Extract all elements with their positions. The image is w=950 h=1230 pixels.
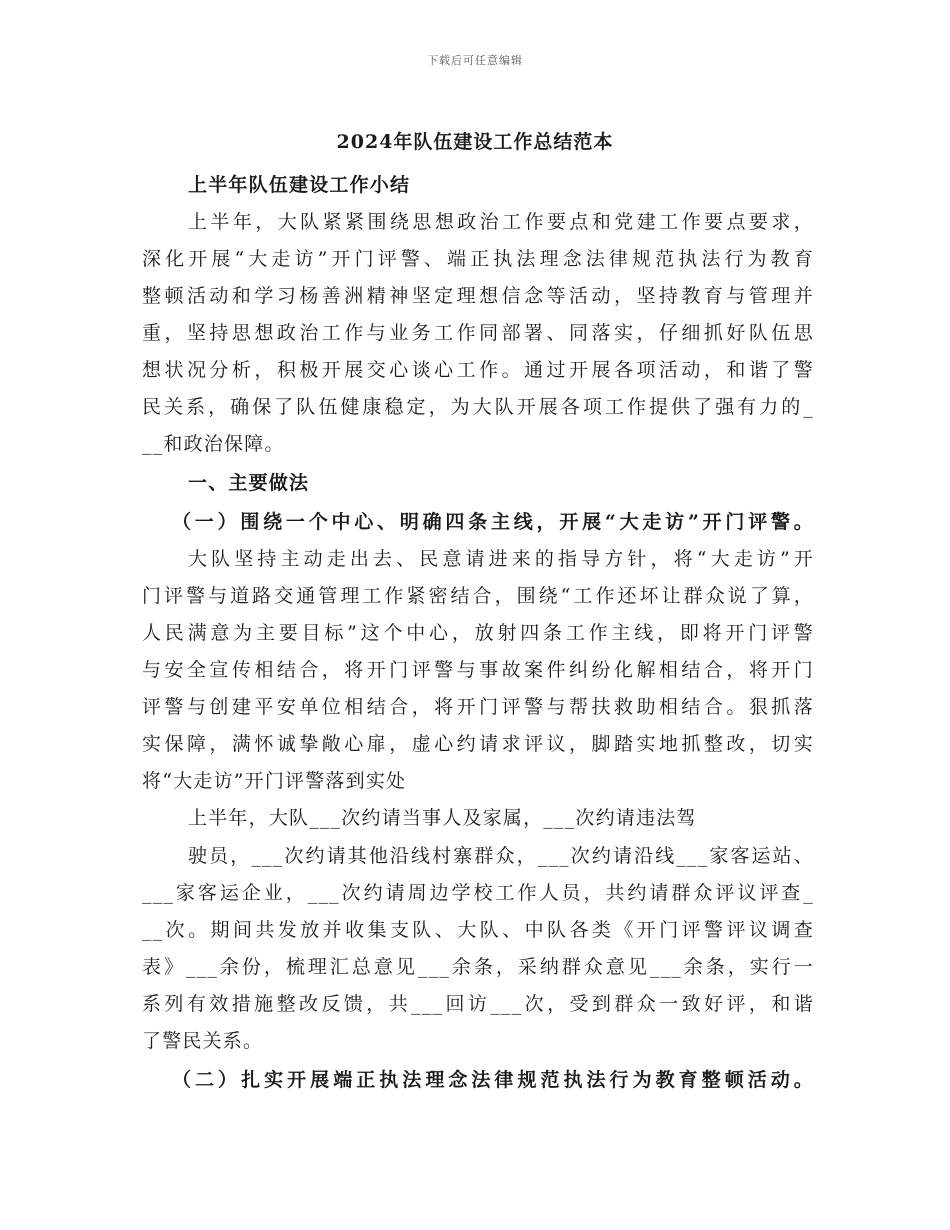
section-subtitle: 上半年队伍建设工作小结 — [188, 174, 411, 196]
paragraph-line: 门评警与道路交通管理工作紧密结合，围绕“工作还坏让群众说了算， — [142, 585, 814, 607]
paragraph-line: 驶员，___次约请其他沿线村寨群众，___次约请沿线___家客运站、 — [188, 845, 814, 867]
paragraph-line: 人民满意为主要目标”这个中心，放射四条工作主线，即将开门评警 — [142, 622, 814, 644]
subsection-heading: （一）围绕一个中心、明确四条主线，开展“大走访”开门评警。 — [172, 511, 814, 533]
paragraph-line: 上半年，大队___次约请当事人及家属，___次约请违法驾 — [188, 807, 697, 829]
paragraph-line: 深化开展“大走访”开门评警、端正执法理念法律规范执法行为教育 — [142, 248, 814, 270]
paragraph-line: 评警与创建平安单位相结合，将开门评警与帮扶救助相结合。狠抓落 — [142, 696, 814, 718]
paragraph-line: 实保障，满怀诚挚敞心扉，虚心约请求评议，脚踏实地抓整改，切实 — [142, 733, 814, 755]
paragraph-line: 大队坚持主动走出去、民意请进来的指导方针，将“大走访”开 — [188, 548, 814, 570]
paragraph-line: 民关系，确保了队伍健康稳定，为大队开展各项工作提供了强有力的_ — [142, 396, 814, 418]
paragraph-line: 与安全宣传相结合，将开门评警与事故案件纠纷化解相结合，将开门 — [142, 659, 814, 681]
paragraph-line: 将“大走访”开门评警落到实处 — [142, 770, 407, 792]
paragraph-line: 了警民关系。 — [142, 1030, 264, 1052]
paragraph-line: __和政治保障。 — [142, 433, 285, 455]
paragraph-line: 上半年，大队紧紧围绕思想政治工作要点和党建工作要点要求， — [188, 211, 814, 233]
paragraph-line: 系列有效措施整改反馈，共___回访___次，受到群众一致好评，和谐 — [142, 993, 814, 1015]
paragraph-line: 想状况分析，积极开展交心谈心工作。通过开展各项活动，和谐了警 — [142, 359, 814, 381]
subsection-heading: （二）扎实开展端正执法理念法律规范执法行为教育整顿活动。 — [172, 1069, 814, 1091]
paragraph-line: ___家客运企业，___次约请周边学校工作人员，共约请群众评议评查_ — [142, 882, 814, 904]
section-heading: 一、主要做法 — [188, 472, 310, 494]
paragraph-line: __次。期间共发放并收集支队、大队、中队各类《开门评警评议调查 — [142, 919, 814, 941]
paragraph-line: 重，坚持思想政治工作与业务工作同部署、同落实，仔细抓好队伍思 — [142, 322, 814, 344]
document-title: 2024年队伍建设工作总结范本 — [336, 131, 614, 153]
page-header-note: 下载后可任意编辑 — [427, 54, 523, 67]
paragraph-line: 整顿活动和学习杨善洲精神坚定理想信念等活动，坚持教育与管理并 — [142, 285, 814, 307]
paragraph-line: 表》___余份，梳理汇总意见___余条，采纳群众意见___余条，实行一 — [142, 956, 814, 978]
